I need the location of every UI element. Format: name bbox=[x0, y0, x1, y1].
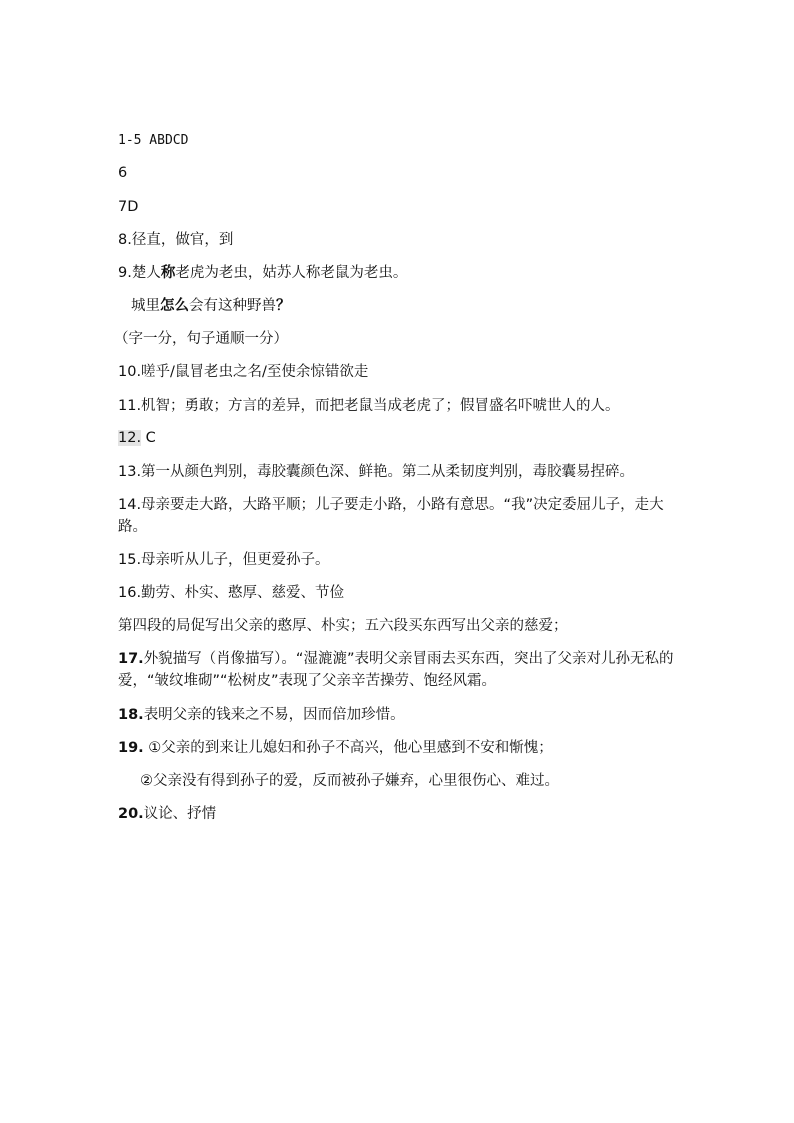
answer-9 bbox=[118, 262, 688, 284]
answer-9-bold-word: 称 bbox=[160, 265, 176, 281]
answer-9-translation bbox=[131, 295, 701, 317]
answer-6: 6 bbox=[118, 165, 128, 181]
answer-16: 16.勤劳、朴实、憨厚、慈爱、节俭 bbox=[118, 585, 345, 601]
answer-17 bbox=[118, 648, 680, 692]
answer-9b-mid: 会有这种野兽 bbox=[189, 298, 276, 314]
answer-18-number: 18. bbox=[118, 707, 144, 723]
answer-19-number: 19. bbox=[118, 740, 144, 756]
answer-8: 8.径直，做官，到 bbox=[118, 232, 234, 248]
answer-18 bbox=[118, 704, 688, 726]
answer-10: 10.嗟乎/鼠冒老虫之名/至使余惊错欲走 bbox=[118, 364, 369, 380]
answer-9-rest: 老虎为老虫，姑苏人称老鼠为老虫。 bbox=[175, 265, 408, 281]
answer-12 bbox=[118, 427, 688, 449]
answer-19-text: ①父亲的到来让儿媳妇和孙子不高兴，他心里感到不安和惭愧； bbox=[143, 740, 553, 756]
answer-11: 11.机智；勇敢；方言的差异，而把老鼠当成老虎了；假冒盛名吓唬世人的人。 bbox=[118, 398, 620, 414]
answer-15: 15.母亲听从儿子，但更爱孙子。 bbox=[118, 552, 330, 568]
answer-9-scoring-note: （字一分，句子通顺一分） bbox=[114, 331, 288, 347]
answer-17-text: 外貌描写（肖像描写）。“湿漉漉”表明父亲冒雨去买东西，突出了父亲对儿孙无私的爱，“皱纹堆砌”“松树皮”表现了父亲辛苦操劳、饱经风霜。 bbox=[118, 651, 674, 689]
answer-20-number: 20. bbox=[118, 806, 144, 822]
answer-18-text: 表明父亲的钱来之不易，因而倍加珍惜。 bbox=[143, 707, 405, 723]
answer-9-prefix: 9.楚人 bbox=[118, 265, 161, 281]
answer-20-text: 议论、抒情 bbox=[143, 806, 217, 822]
answer-19-point-2: ②父亲没有得到孙子的爱，反而被孙子嫌弃，心里很伤心、难过。 bbox=[140, 773, 559, 789]
answer-16-explanation: 第四段的局促写出父亲的憨厚、朴实；五六段买东西写出父亲的慈爱； bbox=[118, 618, 568, 634]
answer-19 bbox=[118, 737, 688, 759]
answer-13: 13.第一从颜色判别，毒胶囊颜色深、鲜艳。第二从柔韧度判别，毒胶囊易捏碎。 bbox=[118, 464, 635, 480]
answer-9b-bold-word: 怎么 bbox=[160, 298, 189, 314]
answer-20 bbox=[118, 803, 688, 825]
answer-14: 14.母亲要走大路，大路平顺；儿子要走小路，小路有意思。“我”决定委屈儿子，走大路。 bbox=[118, 497, 664, 535]
answer-12-number: 12. bbox=[118, 430, 142, 446]
answer-1-5: 1-5 ABDCD bbox=[118, 133, 189, 148]
answer-12-text: C bbox=[141, 430, 156, 446]
answer-9b-question-mark: ？ bbox=[276, 298, 291, 314]
answer-9b-prefix: 城里 bbox=[131, 298, 160, 314]
answer-17-number: 17. bbox=[118, 651, 144, 667]
answer-7: 7D bbox=[118, 199, 139, 215]
